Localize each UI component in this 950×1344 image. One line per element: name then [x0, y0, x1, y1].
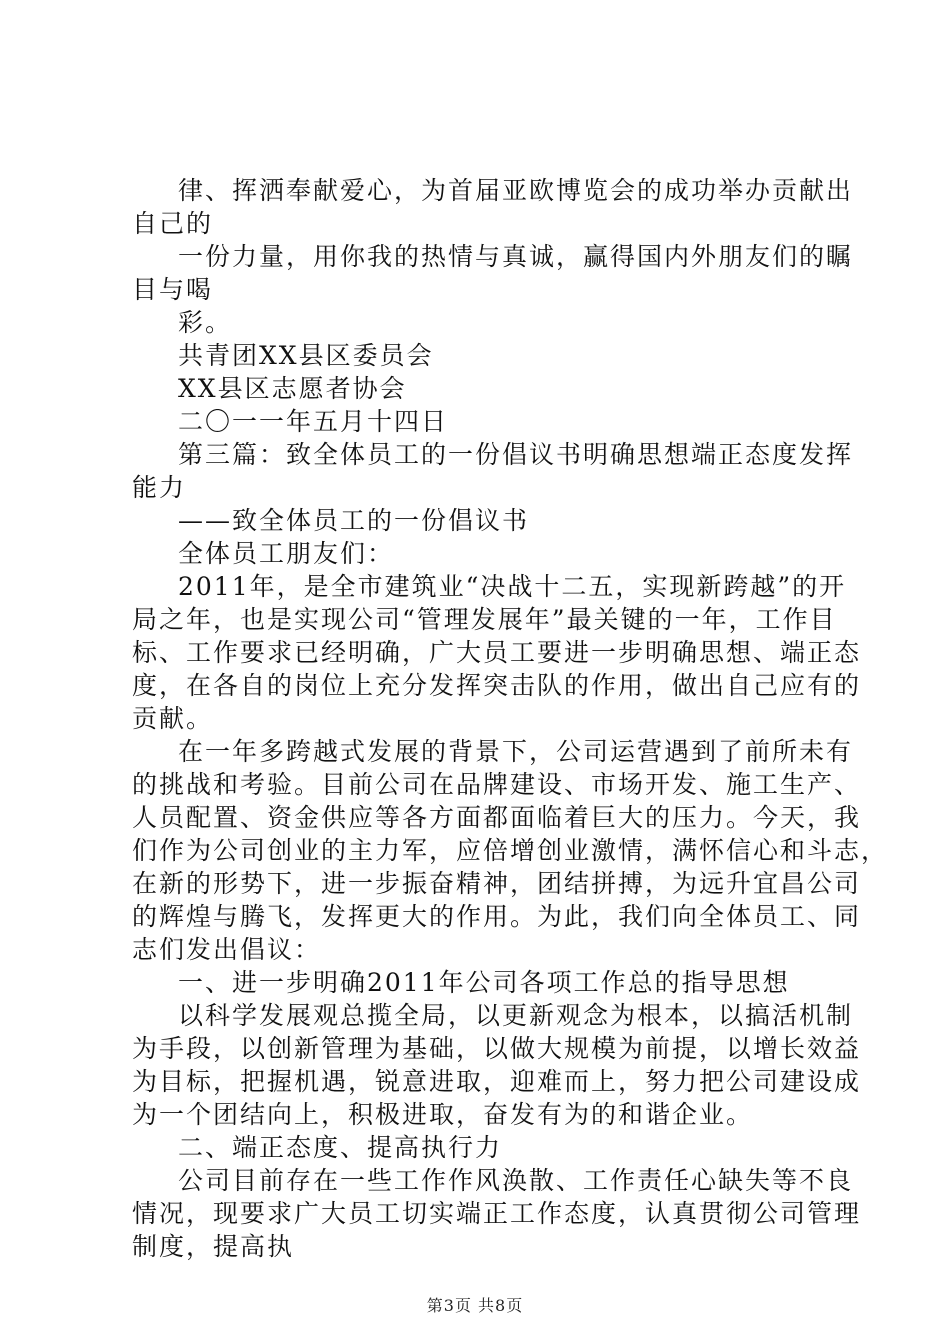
- signature-line: XX县区志愿者协会: [178, 374, 407, 403]
- salutation-line: 全体员工朋友们：: [178, 539, 395, 568]
- body-line: 以科学发展观总揽全局，以更新观念为根本，以搞活机制: [178, 1001, 854, 1030]
- section-title: 第三篇：致全体员工的一份倡议书明确思想端正态度发挥: [178, 440, 854, 469]
- page-number: 第3页 共8页: [426, 1296, 524, 1315]
- body-line: 人员配置、资金供应等各方面都面临着巨大的压力。今天，我: [132, 803, 862, 832]
- signature-line: 共青团XX县区委员会: [178, 341, 434, 370]
- date-line: 二〇一一年五月十四日: [178, 407, 449, 436]
- body-line: 们作为公司创业的主力军，应倍增创业激情，满怀信心和斗志，: [132, 836, 889, 865]
- heading-line: 一、进一步明确2011年公司各项工作总的指导思想: [178, 968, 790, 997]
- body-line: 彩。: [178, 308, 233, 337]
- body-line: 局之年，也是实现公司“管理发展年”最关键的一年，工作目: [132, 605, 837, 634]
- body-line: 公司目前存在一些工作作风涣散、工作责任心缺失等不良: [178, 1166, 854, 1195]
- body-line: 为手段，以创新管理为基础，以做大规模为前提，以增长效益: [132, 1034, 862, 1063]
- heading-line: 二、端正态度、提高执行力: [178, 1133, 503, 1162]
- body-line: 情况，现要求广大员工切实端正工作态度，认真贯彻公司管理: [132, 1199, 862, 1228]
- body-line: 在新的形势下，进一步振奋精神，团结拼搏，为远升宜昌公司: [132, 869, 862, 898]
- body-line: 一份力量，用你我的热情与真诚，赢得国内外朋友们的瞩: [178, 242, 854, 271]
- body-line: 为一个团结向上，积极进取，奋发有为的和谐企业。: [132, 1100, 754, 1129]
- body-line: 贡献。: [132, 704, 214, 733]
- body-line: 2011年，是全市建筑业“决战十二五，实现新跨越”的开: [178, 572, 847, 601]
- body-line: 的挑战和考验。目前公司在品牌建设、市场开发、施工生产、: [132, 770, 862, 799]
- subtitle-line: ——致全体员工的一份倡议书: [178, 506, 530, 535]
- body-line: 标、工作要求已经明确，广大员工要进一步明确思想、端正态: [132, 638, 862, 667]
- body-line: 律、挥洒奉献爱心，为首届亚欧博览会的成功举办贡献出: [178, 176, 854, 205]
- body-line: 自己的: [132, 209, 214, 238]
- body-line: 在一年多跨越式发展的背景下，公司运营遇到了前所未有: [178, 737, 854, 766]
- body-line: 制度，提高执: [132, 1232, 295, 1261]
- body-line: 的辉煌与腾飞，发挥更大的作用。为此，我们向全体员工、同: [132, 902, 862, 931]
- body-line: 度，在各自的岗位上充分发挥突击队的作用，做出自己应有的: [132, 671, 862, 700]
- body-line: 志们发出倡议：: [132, 935, 322, 964]
- body-line: 为目标，把握机遇，锐意进取，迎难而上，努力把公司建设成: [132, 1067, 862, 1096]
- section-title-cont: 能力: [132, 473, 187, 502]
- body-line: 目与喝: [132, 275, 214, 304]
